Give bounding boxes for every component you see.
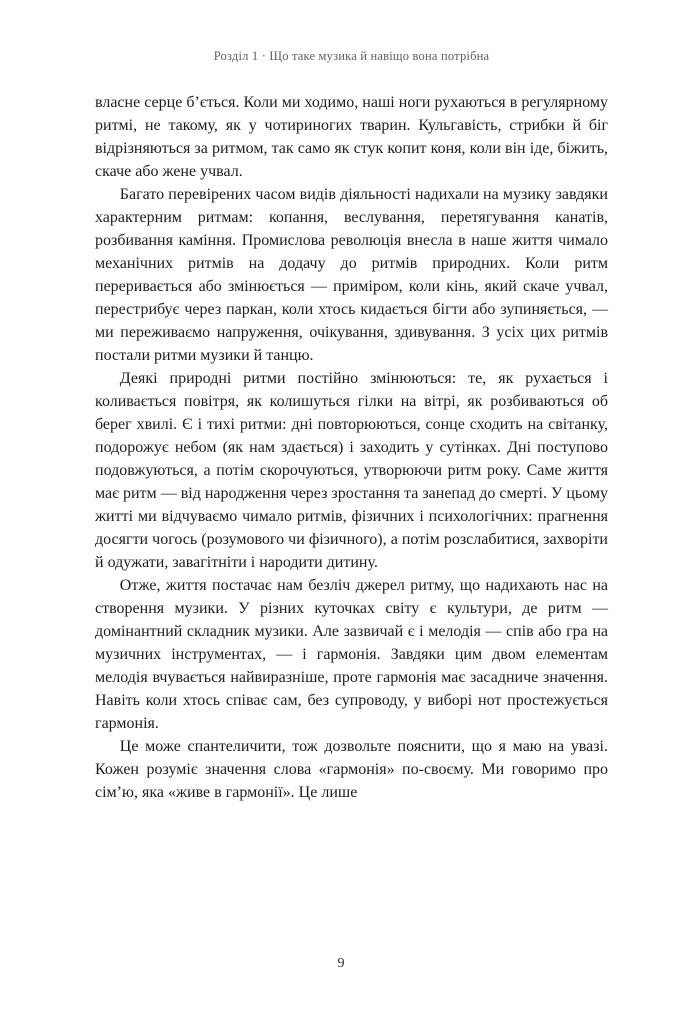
- running-header: Розділ 1 · Що таке музика й навіщо вона потрібна: [213, 49, 490, 63]
- paragraph: Багато перевірених часом видів діяльності надихали на музику завдяки характерним ритмам: копання, веслування, перетягування канатів, розбивання каміння. Промислова революція внесла в наше життя чимало механічних ритмів на додачу до ритмів природних. Коли ритм переривається або змінюється — приміром, коли кінь, який скаче учвал, перестрибує через паркан, коли хтось кидається бігти або зупиняється, — ми переживаємо напруження, очікування, здивування. З усіх цих ритмів постали ритми музики й танцю.: [95, 186, 608, 364]
- page-number: 9: [337, 956, 345, 971]
- paragraph: власне серце б’ється. Коли ми ходимо, наші ноги рухаються в регулярному ритмі, не такому, як у чотириногих тварин. Кульгавість, стрибки й біг відрізняються за ритмом, так само як стук копит коня, коли він іде, біжить, скаче або жене учвал.: [95, 94, 608, 180]
- text-block: [95, 91, 608, 804]
- paragraph: Отже, життя постачає нам безліч джерел ритму, що надихають нас на створення музики. У різних куточках світу є культури, де ритм — домінантний складник музики. Але зазвичай є і мелодія — спів або гра на музичних інструментах, — і гармонія. Завдяки цим двом елементам мелодія вчувається найвиразніше, проте гармонія має засадниче значення. Навіть коли хтось співає сам, без супроводу, у виборі нот простежується гармонія.: [95, 577, 608, 732]
- paragraph: Деякі природні ритми постійно змінюються: те, як рухається і коливається повітря, як колишуться гілки на вітрі, як розбиваються об берег хвилі. Є і тихі ритми: дні повторюються, сонце сходить на світанку, подорожує небом (як нам здається) і заходить у сутінках. Дні поступово подовжуються, а потім скорочуються, утворюючи ритм року. Саме життя має ритм — від народження через зростання та занепад до смерті. У цьому житті ми відчуваємо чимало ритмів, фізичних і психологічних: прагнення досягти чогось (розумового чи фізичного), а потім розслабитися, захворіти й одужати, завагітніти і народити дитину.: [95, 370, 608, 571]
- paragraph: Це може спантеличити, тож дозвольте пояснити, що я маю на увазі. Кожен розуміє значення слова «гармонія» по-своєму. Ми говоримо про сім’ю, яка «живе в гармонії». Це лише: [95, 738, 608, 801]
